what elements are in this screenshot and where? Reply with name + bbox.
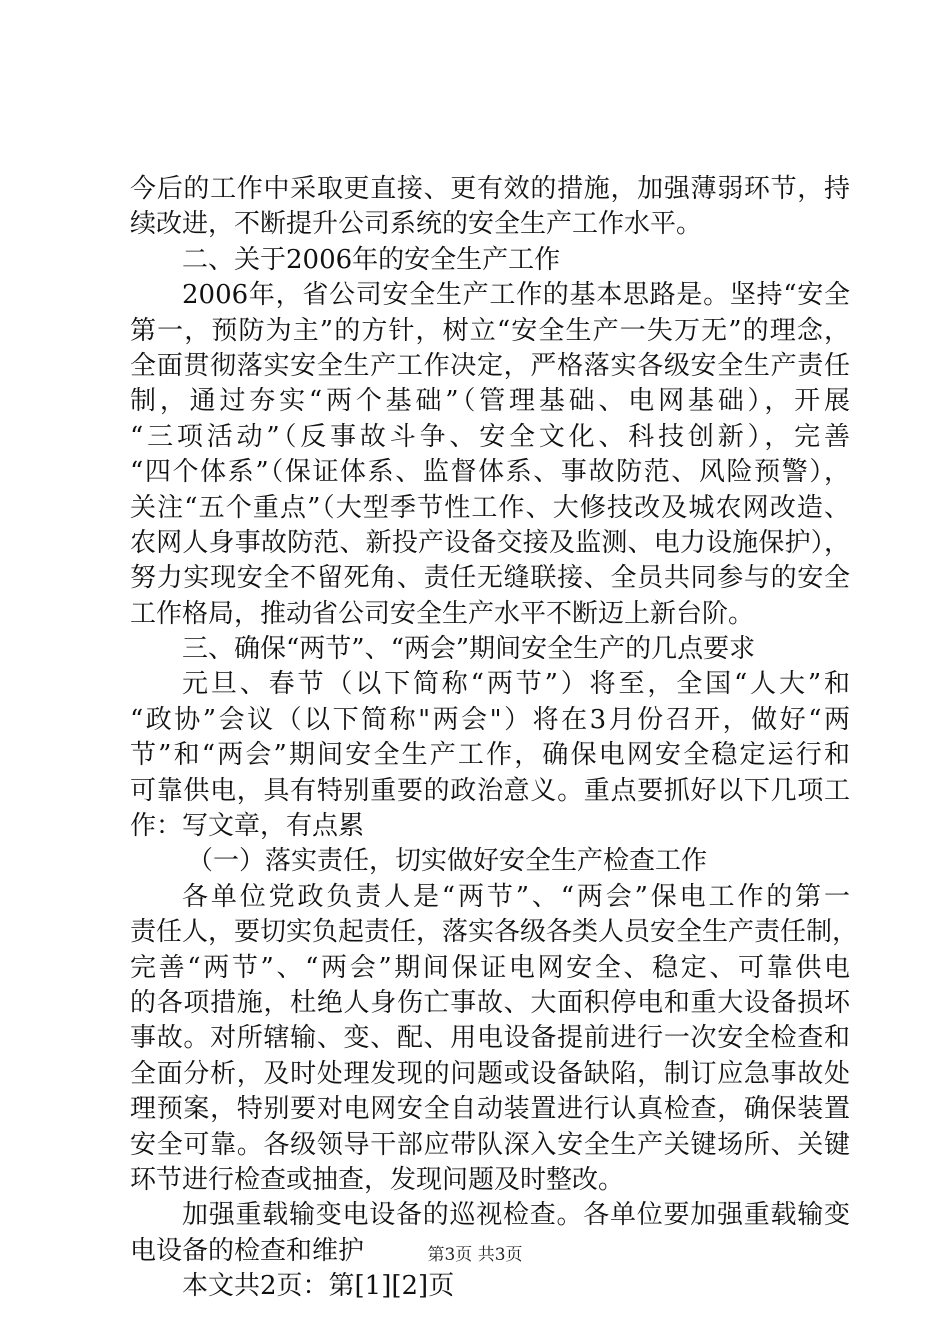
paragraph-line: 节”和“两会”期间安全生产工作，确保电网安全稳定运行和: [130, 740, 850, 771]
paragraph-line: 制，通过夯实“两个基础”（管理基础、电网基础），开展: [130, 386, 850, 417]
paragraph-line: 环节进行检查或抽查，发现问题及时整改。: [130, 1164, 625, 1195]
paragraph-line: 2006年，省公司安全生产工作的基本思路是。坚持“安全: [182, 280, 850, 311]
paragraph-line: 努力实现安全不留死角、责任无缝联接、全员共同参与的安全: [130, 563, 850, 594]
subsection-heading: （一）落实责任，切实做好安全生产检查工作: [187, 846, 708, 877]
paragraph-line: 事故。对所辖输、变、配、用电设备提前进行一次安全检查和: [130, 1023, 850, 1054]
document-body: [130, 172, 859, 1305]
page-footer: 第3页 共3页: [427, 1245, 523, 1265]
paragraph-line: 作：写文章，有点累: [130, 811, 365, 842]
page-navigation-text: 本文共2页：第[1][2]页: [182, 1271, 455, 1302]
paragraph-line: 全面分析，及时处理发现的问题或设备缺陷，制订应急事故处: [130, 1058, 850, 1089]
paragraph-line: “三项活动”（反事故斗争、安全文化、科技创新），完善: [130, 421, 850, 452]
paragraph-line: 安全可靠。各级领导干部应带队深入安全生产关键场所、关键: [130, 1129, 850, 1160]
section-heading: 三、确保“两节”、“两会”期间安全生产的几点要求: [182, 634, 756, 665]
paragraph-line: 各单位党政负责人是“两节”、“两会”保电工作的第一: [182, 881, 850, 912]
paragraph-line: 关注“五个重点”（大型季节性工作、大修技改及城农网改造、: [130, 492, 850, 523]
paragraph-line: 续改进，不断提升公司系统的安全生产工作水平。: [130, 209, 703, 240]
paragraph-line: 的各项措施，杜绝人身伤亡事故、大面积停电和重大设备损坏: [130, 987, 850, 1018]
paragraph-line: 完善“两节”、“两会”期间保证电网安全、稳定、可靠供电: [130, 952, 850, 983]
paragraph-line: “政协”会议（以下简称"两会"）将在3月份召开，做好“两: [130, 704, 850, 735]
paragraph-line: “四个体系”（保证体系、监督体系、事故防范、风险预警），: [130, 457, 850, 488]
paragraph-line: 今后的工作中采取更直接、更有效的措施，加强薄弱环节，持: [130, 174, 850, 204]
paragraph-line: 第一，预防为主”的方针，树立“安全生产一失万无”的理念，: [130, 315, 850, 346]
paragraph-line: 全面贯彻落实安全生产工作决定，严格落实各级安全生产责任: [130, 350, 850, 381]
paragraph-line: 可靠供电，具有特别重要的政治意义。重点要抓好以下几项工: [130, 775, 850, 806]
paragraph-line: 责任人，要切实负起责任，落实各级各类人员安全生产责任制，: [130, 917, 859, 948]
paragraph-line: 电设备的检查和维护: [130, 1235, 365, 1266]
paragraph-line: 加强重载输变电设备的巡视检查。各单位要加强重载输变: [182, 1200, 850, 1231]
paragraph-line: 元旦、春节（以下简称“两节”）将至，全国“人大”和: [182, 669, 850, 700]
section-heading: 二、关于2006年的安全生产工作: [182, 244, 561, 275]
paragraph-line: 农网人身事故防范、新投产设备交接及监测、电力设施保护），: [130, 527, 850, 558]
paragraph-line: 工作格局，推动省公司安全生产水平不断迈上新台阶。: [130, 598, 755, 629]
paragraph-line: 理预案，特别要对电网安全自动装置进行认真检查，确保装置: [130, 1094, 850, 1125]
